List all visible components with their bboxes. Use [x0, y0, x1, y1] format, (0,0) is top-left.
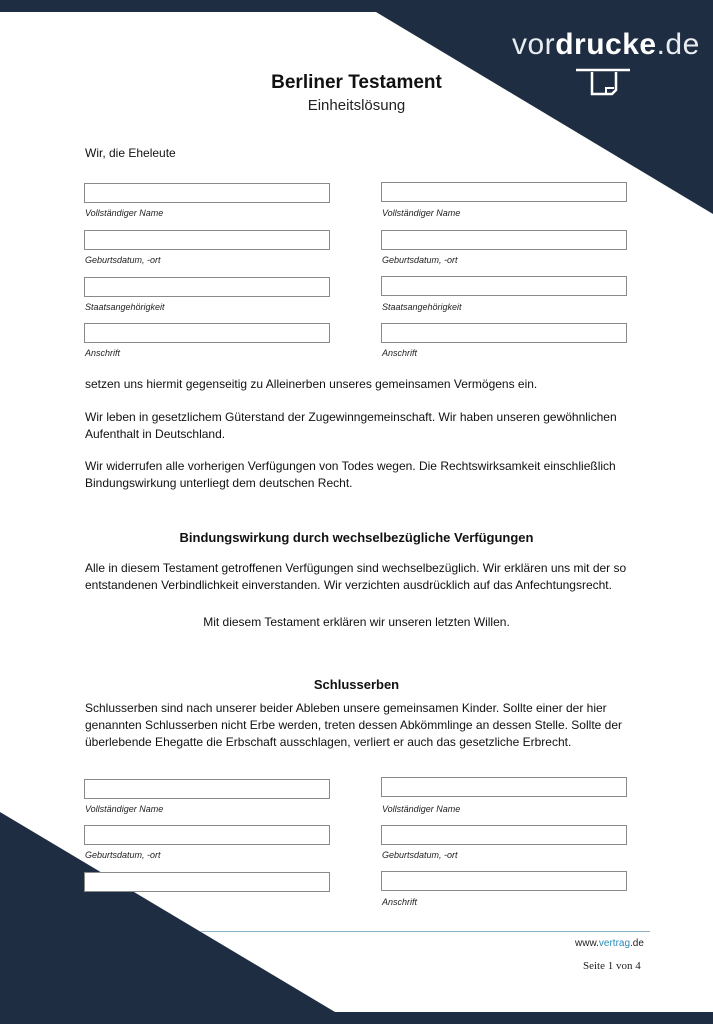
intro-text: Wir, die Eheleute — [85, 146, 176, 160]
footer-divider — [200, 931, 650, 932]
heir2-birth-label: Geburtsdatum, -ort — [382, 850, 458, 860]
heir1-birth-label: Geburtsdatum, -ort — [85, 850, 161, 860]
logo-prefix: vor — [512, 28, 556, 61]
heirs-text-line1: Schlusserben sind nach unserer beider Ableben unsere gemeinsamen Kinder. Sollte einer der hier — [85, 701, 607, 715]
spouse1-address-label: Anschrift — [85, 348, 121, 358]
footer-website-link[interactable] — [575, 938, 644, 949]
document-title: Berliner Testament — [271, 72, 442, 93]
spouse1-name-label: Vollständiger Name — [85, 208, 164, 218]
spouse1-nationality-input[interactable] — [84, 277, 330, 297]
heir2-name-input[interactable] — [381, 777, 627, 797]
paragraph-revoke-line2: Bindungswirkung unterliegt dem deutschen Recht. — [85, 476, 353, 490]
spouse2-birth-input[interactable] — [381, 230, 627, 250]
document-subtitle: Einheitslösung — [307, 97, 406, 114]
section-heading-heirs: Schlusserben — [313, 677, 400, 692]
spouse1-address-input[interactable] — [84, 323, 330, 343]
heir2-address-label: Anschrift — [382, 897, 418, 907]
heir1-address-input[interactable] — [84, 872, 330, 892]
spouse2-name-label: Vollständiger Name — [382, 208, 461, 218]
paragraph-heirs: setzen uns hiermit gegenseitig zu Alleinerben unseres gemeinsamen Vermögens ein. — [85, 377, 538, 391]
closing-statement: Mit diesem Testament erklären wir unseren letzten Willen. — [203, 615, 510, 629]
spouse2-nationality-label: Staatsangehörigkeit — [382, 302, 462, 312]
spouse2-name-input[interactable] — [381, 182, 627, 202]
paragraph-property-line1: Wir leben in gesetzlichem Güterstand der Zugewinngemeinschaft. Wir haben unseren gewöhnlichen — [85, 410, 617, 424]
heir1-name-input[interactable] — [84, 779, 330, 799]
binding-text-line1: Alle in diesem Testament getroffenen Verfügungen sind wechselbezüglich. Wir erklären uns mit der so — [85, 561, 627, 575]
logo-bold: drucke — [555, 28, 657, 61]
heir1-name-label: Vollständiger Name — [85, 804, 164, 814]
footer-web-suffix: .de — [630, 938, 644, 949]
brand-logo[interactable] — [512, 28, 700, 62]
spouse2-address-input[interactable] — [381, 323, 627, 343]
spouse1-birth-input[interactable] — [84, 230, 330, 250]
heir1-birth-input[interactable] — [84, 825, 330, 845]
spouse2-nationality-input[interactable] — [381, 276, 627, 296]
binding-text-line2: entstandenen Verbindlichkeit einverstanden. Wir verzichten ausdrücklich auf das Anfechtungsrecht. — [85, 578, 612, 592]
paragraph-revoke-line1: Wir widerrufen alle vorherigen Verfügungen von Todes wegen. Die Rechtswirksamkeit einschließlich — [85, 459, 616, 473]
page-number: Seite 1 von 4 — [583, 960, 641, 972]
spouse2-birth-label: Geburtsdatum, -ort — [382, 255, 458, 265]
heirs-text-line2: genannten Schlusserben nicht Erbe werden, treten dessen Abkömmlinge an dessen Stelle. Sollte der — [85, 718, 622, 732]
spouse1-nationality-label: Staatsangehörigkeit — [85, 302, 165, 312]
spouse2-address-label: Anschrift — [382, 348, 418, 358]
logo-suffix: .de — [656, 28, 700, 61]
heirs-text-line3: überlebende Ehegatte die Erbschaft ausschlagen, verliert er auch das gesetzliche Erbrecht. — [85, 735, 572, 749]
spouse1-birth-label: Geburtsdatum, -ort — [85, 255, 161, 265]
heir2-name-label: Vollständiger Name — [382, 804, 461, 814]
heir2-address-input[interactable] — [381, 871, 627, 891]
paragraph-property-line2: Aufenthalt in Deutschland. — [85, 427, 226, 441]
footer-web-prefix: www. — [575, 938, 599, 949]
spouse1-name-input[interactable] — [84, 183, 330, 203]
section-heading-binding: Bindungswirkung durch wechselbezügliche Verfügungen — [179, 530, 534, 545]
footer-web-accent: vertrag — [598, 938, 631, 949]
heir2-birth-input[interactable] — [381, 825, 627, 845]
